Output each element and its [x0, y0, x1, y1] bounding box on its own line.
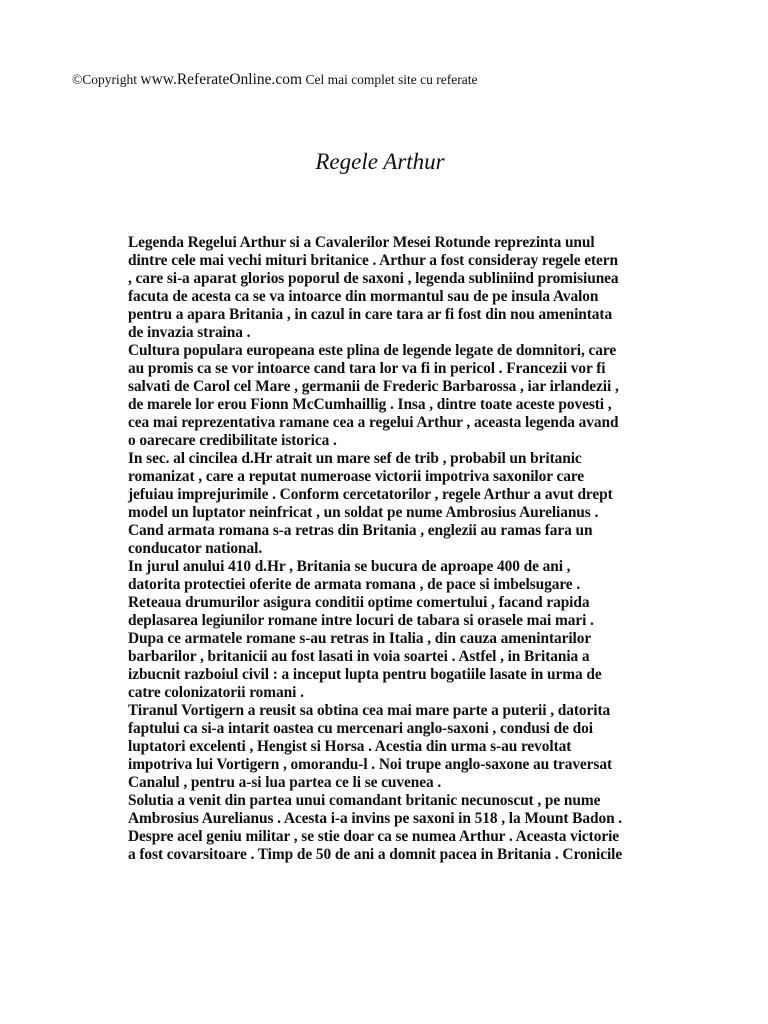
site-link[interactable]: www.ReferateOnline.com: [140, 71, 303, 88]
body-text-line: catre colonizatorii romani .: [128, 684, 304, 701]
body-text-line: Ambrosius Aurelianus . Acesta i-a invins pe saxoni in 518 , la Mount Badon .: [128, 810, 623, 827]
body-text-line: Canalul , pentru a-si lua partea ce li se cuvenea .: [128, 774, 442, 791]
body-text-line: de marele lor erou Fionn McCumhaillig . Insa , dintre toate aceste povesti ,: [128, 396, 612, 413]
body-text-line: cea mai reprezentativa ramane cea a regelui Arthur , aceasta legenda avand: [128, 414, 619, 431]
body-text-line: conducator national.: [128, 540, 263, 557]
copyright-header: [72, 71, 478, 89]
body-text-line: Despre acel geniu militar , se stie doar ca se numea Arthur . Aceasta victorie: [128, 828, 620, 845]
body-text-line: datorita protectiei oferite de armata romana , de pace si imbelsugare .: [128, 576, 581, 593]
body-text-line: model un luptator neinfricat , un soldat pe nume Ambrosius Aurelianus .: [128, 504, 599, 521]
body-text-line: luptatori excelenti , Hengist si Horsa . Acestia din urma s-au revoltat: [128, 738, 572, 755]
body-text-line: Reteaua drumurilor asigura conditii optime comertului , facand rapida: [128, 594, 590, 611]
body-text-line: facuta de acesta ca se va intoarce din mormantul sau de pe insula Avalon: [128, 288, 599, 305]
body-text-line: Dupa ce armatele romane s-au retras in Italia , din cauza amenintarilor: [128, 630, 592, 647]
body-text-line: pentru a apara Britania , in cazul in care tara ar fi fost din nou amenintata: [128, 306, 613, 323]
body-text-line: Legenda Regelui Arthur si a Cavalerilor Mesei Rotunde reprezinta unul: [128, 234, 595, 251]
body-text-line: salvati de Carol cel Mare , germanii de Frederic Barbarossa , iar irlandezii ,: [128, 378, 619, 395]
body-text-line: Solutia a venit din partea unui comandant britanic necunoscut , pe nume: [128, 792, 601, 809]
body-text-line: jefuiau imprejurimile . Conform cercetatorilor , regele Arthur a avut drept: [128, 486, 613, 503]
body-text-line: In jurul anului 410 d.Hr , Britania se bucura de aproape 400 de ani ,: [128, 558, 571, 575]
body-text-line: o oarecare credibilitate istorica .: [128, 432, 337, 449]
body-text-line: au promis ca se vor intoarce cand tara lor va fi in pericol . Francezii vor fi: [128, 360, 606, 377]
body-text-line: Cultura populara europeana este plina de legende legate de domnitori, care: [128, 342, 617, 359]
body-text-line: In sec. al cincilea d.Hr atrait un mare sef de trib , probabil un britanic: [128, 450, 582, 467]
body-text-line: de invazia straina .: [128, 324, 251, 341]
body-text-line: a fost covarsitoare . Timp de 50 de ani a domnit pacea in Britania . Cronicile: [128, 846, 623, 863]
site-tagline: Cel mai complet site cu referate: [305, 72, 478, 87]
body-text-line: romanizat , care a reputat numeroase victorii impotriva saxonilor care: [128, 468, 585, 485]
body-text-line: dintre cele mai vechi mituri britanice . Arthur a fost consideray regele etern: [128, 252, 618, 269]
body-text-line: Tiranul Vortigern a reusit sa obtina cea mai mare parte a puterii , datorita: [128, 702, 611, 719]
body-text-line: Cand armata romana s-a retras din Britania , englezii au ramas fara un: [128, 522, 593, 539]
copyright-label: ©Copyright: [72, 72, 138, 87]
body-text-line: izbucnit razboiul civil : a inceput lupta pentru bogatiile lasate in urma de: [128, 666, 602, 683]
body-text-line: barbarilor , britanicii au fost lasati in voia soartei . Astfel , in Britania a: [128, 648, 590, 665]
document-title: Regele Arthur: [315, 149, 445, 174]
body-text-line: impotriva lui Vortigern , omorandu-l . Noi trupe anglo-saxone au traversat: [128, 756, 613, 773]
body-text-line: deplasarea legiunilor romane intre locuri de tabara si orasele mai mari .: [128, 612, 594, 629]
body-text-line: faptului ca si-a intarit oastea cu mercenari anglo-saxoni , condusi de doi: [128, 720, 593, 737]
body-text-line: , care si-a aparat glorios poporul de saxoni , legenda subliniind promisiunea: [128, 270, 619, 287]
document-body: [128, 234, 704, 864]
